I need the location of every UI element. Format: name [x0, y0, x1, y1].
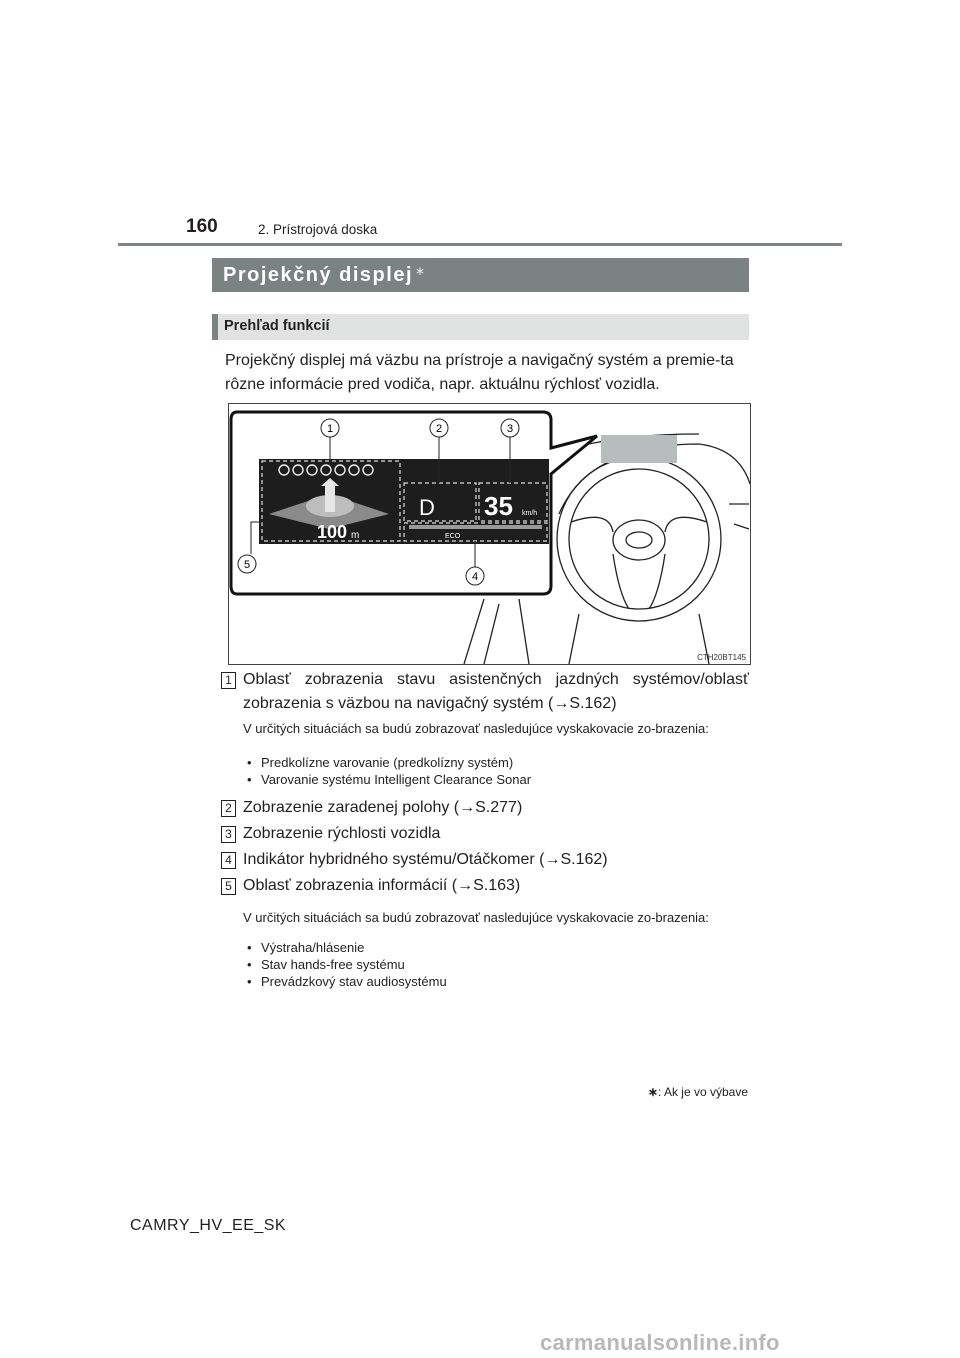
item-number: 4	[221, 852, 236, 869]
speed-value: 35	[484, 491, 513, 521]
subtitle: Prehľad funkcií	[224, 318, 330, 334]
distance-unit: m	[351, 530, 360, 541]
footnote	[600, 1085, 748, 1099]
callout-5	[238, 555, 256, 573]
page-title-text: Projekčný displej	[223, 264, 414, 286]
item-text: Zobrazenie rýchlosti vozidla	[243, 825, 441, 842]
gear-value: D	[419, 495, 435, 520]
hud-illustration	[229, 404, 750, 664]
svg-text:4: 4	[471, 571, 479, 583]
section-title: 2. Prístrojová doska	[258, 222, 378, 237]
item-text: Oblasť zobrazenia stavu asistenčných jazdných systémov/oblasť zobrazenia s väzbou na navigačný systém (→S.162)	[243, 671, 749, 712]
note-paragraph-1: V určitých situáciách sa budú zobrazovať nasledujúce vyskakovacie zo-brazenia:	[243, 721, 709, 736]
item-number: 3	[221, 826, 236, 843]
eco-label: ECO	[445, 533, 461, 540]
figure-code: CTH20BT145	[697, 653, 746, 662]
option-star: ∗	[415, 264, 427, 278]
bullet-item: • Predkolízne varovanie (predkolízny systém)	[247, 754, 531, 771]
item-number: 2	[221, 800, 236, 817]
item-number: 1	[221, 672, 236, 689]
list-item	[221, 796, 749, 820]
callout-2	[430, 419, 448, 437]
callout-1	[321, 419, 339, 437]
bullet-item: • Prevádzkový stav audiosystému	[247, 973, 447, 990]
list-item	[221, 822, 749, 846]
note-paragraph-2: V určitých situáciách sa budú zobrazovať nasledujúce vyskakovacie zo-brazenia:	[243, 910, 709, 925]
item-text: Indikátor hybridného systému/Otáčkomer (→S.162)	[243, 851, 608, 868]
svg-text:2: 2	[435, 423, 443, 435]
list-item	[221, 668, 749, 716]
bullet-item: • Stav hands-free systému	[247, 956, 447, 973]
svg-text:5: 5	[243, 559, 251, 571]
footnote-text: : Ak je vo výbave	[657, 1085, 748, 1099]
page-number: 160	[186, 216, 218, 237]
bullet-item: • Varovanie systému Intelligent Clearance Sonar	[247, 771, 531, 788]
model-code: CAMRY_HV_EE_SK	[130, 1217, 287, 1234]
svg-text:3: 3	[506, 423, 514, 435]
list-item	[221, 874, 749, 898]
footnote-star-icon: ∗	[647, 1085, 658, 1099]
callout-3	[501, 419, 519, 437]
speed-unit: km/h	[522, 510, 538, 517]
hybrid-indicator-bar	[409, 525, 542, 529]
list-item	[221, 848, 749, 872]
callout-4	[466, 567, 484, 585]
distance-value: 100	[317, 522, 348, 542]
intro-paragraph: Projekčný displej má väzbu na prístroje a navigačný systém a premie-ta rôzne informácie pred vodiča, napr. aktuálnu rýchlosť vozidla.	[225, 352, 734, 393]
item-text: Oblasť zobrazenia informácií (→S.163)	[243, 877, 521, 894]
note-bullets-2	[247, 939, 447, 990]
item-number: 5	[221, 878, 236, 895]
item-text: Zobrazenie zaradenej polohy (→S.277)	[243, 799, 523, 816]
bullet-item: • Výstraha/hlásenie	[247, 939, 447, 956]
svg-text:1: 1	[326, 423, 334, 435]
page-title	[223, 264, 427, 287]
hud-figure	[228, 403, 751, 665]
header-divider	[118, 243, 842, 246]
hud-projection-area	[601, 435, 677, 463]
subtitle-accent	[212, 314, 218, 340]
note-bullets-1	[247, 754, 531, 788]
watermark: carmanualsonline.info	[540, 1330, 780, 1355]
